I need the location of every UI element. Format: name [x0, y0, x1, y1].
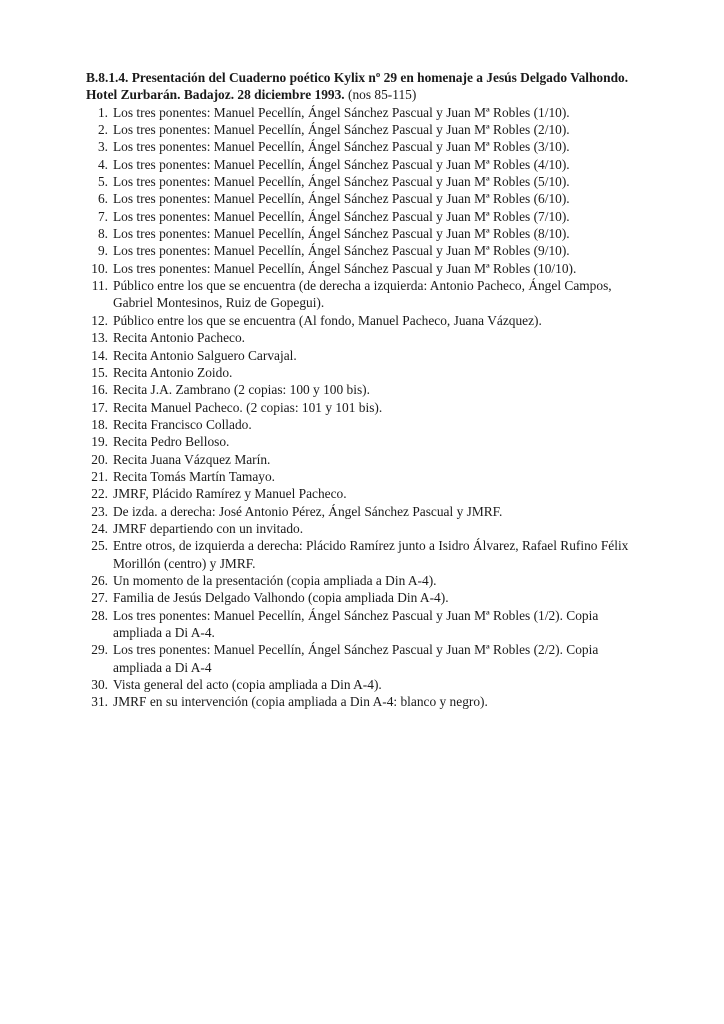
section-heading [86, 69, 646, 104]
list-item-number: 29. [91, 642, 108, 658]
list-item-number: 14. [91, 347, 108, 363]
list-item-text: Público entre los que se encuentra (de derecha a izquierda: Antonio Pacheco, Ángel Campos, Gabriel Montesinos, Ruiz de Gopegui). [113, 278, 612, 311]
list-item-number: 13. [91, 330, 108, 346]
list-item [86, 208, 646, 225]
list-item-number: 22. [91, 486, 108, 502]
list-item-number: 28. [91, 607, 108, 623]
list-item-number: 21. [91, 468, 108, 484]
list-item-text: Los tres ponentes: Manuel Pecellín, Ángel Sánchez Pascual y Juan Mª Robles (4/10). [113, 156, 570, 172]
list-item-number: 17. [91, 399, 108, 415]
list-item [86, 138, 646, 155]
list-item-text: Los tres ponentes: Manuel Pecellín, Ángel Sánchez Pascual y Juan Mª Robles (9/10). [113, 243, 570, 259]
list-item [86, 173, 646, 190]
list-item [86, 520, 646, 537]
list-item [86, 503, 646, 520]
list-item-text: JMRF, Plácido Ramírez y Manuel Pacheco. [113, 486, 347, 502]
list-item-text: Los tres ponentes: Manuel Pecellín, Ángel Sánchez Pascual y Juan Mª Robles (10/10). [113, 260, 577, 276]
list-item-number: 16. [91, 382, 108, 398]
list-item [86, 364, 646, 381]
list-item-text: Los tres ponentes: Manuel Pecellín, Ángel Sánchez Pascual y Juan Mª Robles (3/10). [113, 139, 570, 155]
list-item-text: De izda. a derecha: José Antonio Pérez, Ángel Sánchez Pascual y JMRF. [113, 503, 503, 519]
list-item-number: 4. [97, 156, 108, 172]
list-item [86, 676, 646, 693]
list-item-text: Recita Antonio Salguero Carvajal. [113, 347, 297, 363]
list-item-number: 20. [91, 451, 108, 467]
section-heading-bold: B.8.1.4. Presentación del Cuaderno poético Kylix nº 29 en homenaje a Jesús Delgado Valhondo. Hotel Zurbarán. Badajoz. 28 diciembre 1993. [86, 70, 629, 103]
list-item [86, 641, 646, 676]
list-item-text: Entre otros, de izquierda a derecha: Plácido Ramírez junto a Isidro Álvarez, Rafael Rufino Félix Morillón (centro) y JMRF. [113, 538, 629, 571]
list-item-text: Los tres ponentes: Manuel Pecellín, Ángel Sánchez Pascual y Juan Mª Robles (2/10). [113, 122, 570, 138]
list-item [86, 121, 646, 138]
list-item [86, 104, 646, 121]
list-item-number: 2. [97, 122, 108, 138]
section-heading-range: (nos 85-115) [344, 87, 417, 103]
list-item [86, 260, 646, 277]
list-item [86, 607, 646, 642]
list-item-number: 7. [97, 208, 108, 224]
list-item-text: Recita Manuel Pacheco. (2 copias: 101 y 101 bis). [113, 399, 383, 415]
list-item [86, 693, 646, 710]
list-item-number: 5. [97, 174, 108, 190]
list-item [86, 399, 646, 416]
list-item-number: 24. [91, 520, 108, 536]
list-item-number: 30. [91, 677, 108, 693]
document-content [86, 69, 646, 711]
list-item-text: Un momento de la presentación (copia ampliada a Din A-4). [113, 572, 437, 588]
list-item-number: 9. [97, 243, 108, 259]
list-item-number: 19. [91, 434, 108, 450]
list-item [86, 416, 646, 433]
list-item [86, 347, 646, 364]
list-item-text: Familia de Jesús Delgado Valhondo (copia ampliada Din A-4). [113, 590, 449, 606]
list-item-text: Los tres ponentes: Manuel Pecellín, Ángel Sánchez Pascual y Juan Mª Robles (8/10). [113, 226, 570, 242]
list-item-text: Los tres ponentes: Manuel Pecellín, Ángel Sánchez Pascual y Juan Mª Robles (2/2). Copia ampliada a Di A-4 [113, 642, 599, 675]
list-item-text: JMRF en su intervención (copia ampliada a Din A-4: blanco y negro). [113, 694, 488, 710]
list-item-text: Los tres ponentes: Manuel Pecellín, Ángel Sánchez Pascual y Juan Mª Robles (5/10). [113, 174, 570, 190]
list-item-text: Los tres ponentes: Manuel Pecellín, Ángel Sánchez Pascual y Juan Mª Robles (1/2). Copia ampliada a Di A-4. [113, 607, 599, 640]
list-item [86, 451, 646, 468]
list-item-text: Público entre los que se encuentra (Al fondo, Manuel Pacheco, Juana Vázquez). [113, 312, 542, 328]
list-item-text: Recita J.A. Zambrano (2 copias: 100 y 100 bis). [113, 382, 370, 398]
list-item [86, 485, 646, 502]
list-item-number: 26. [91, 572, 108, 588]
list-item [86, 537, 646, 572]
list-item-number: 18. [91, 416, 108, 432]
list-item-text: JMRF departiendo con un invitado. [113, 520, 304, 536]
list-item [86, 190, 646, 207]
list-item [86, 242, 646, 259]
list-item-text: Los tres ponentes: Manuel Pecellín, Ángel Sánchez Pascual y Juan Mª Robles (7/10). [113, 208, 570, 224]
list-item [86, 277, 646, 312]
list-item-number: 11. [91, 278, 108, 294]
list-item-text: Los tres ponentes: Manuel Pecellín, Ángel Sánchez Pascual y Juan Mª Robles (6/10). [113, 191, 570, 207]
list-item [86, 225, 646, 242]
list-item-number: 12. [91, 312, 108, 328]
list-item [86, 381, 646, 398]
list-item [86, 329, 646, 346]
list-item-number: 1. [97, 104, 108, 120]
list-item-text: Los tres ponentes: Manuel Pecellín, Ángel Sánchez Pascual y Juan Mª Robles (1/10). [113, 104, 570, 120]
list-item-text: Recita Tomás Martín Tamayo. [113, 468, 276, 484]
list-item-number: 27. [91, 590, 108, 606]
list-item-text: Recita Juana Vázquez Marín. [113, 451, 271, 467]
list-item-text: Recita Pedro Belloso. [113, 434, 230, 450]
list-item-number: 23. [91, 503, 108, 519]
list-item-number: 3. [97, 139, 108, 155]
list-item [86, 312, 646, 329]
list-item-number: 6. [97, 191, 108, 207]
list-item-number: 10. [91, 260, 108, 276]
list-item [86, 433, 646, 450]
list-item-text: Recita Antonio Pacheco. [113, 330, 246, 346]
list-item-number: 15. [91, 364, 108, 380]
photo-list [86, 104, 646, 711]
list-item [86, 589, 646, 606]
list-item-text: Recita Francisco Collado. [113, 416, 252, 432]
list-item [86, 156, 646, 173]
list-item-text: Vista general del acto (copia ampliada a Din A-4). [113, 677, 382, 693]
list-item-number: 25. [91, 538, 108, 554]
list-item-text: Recita Antonio Zoido. [113, 364, 233, 380]
list-item [86, 468, 646, 485]
list-item-number: 8. [97, 226, 108, 242]
list-item-number: 31. [91, 694, 108, 710]
list-item [86, 572, 646, 589]
